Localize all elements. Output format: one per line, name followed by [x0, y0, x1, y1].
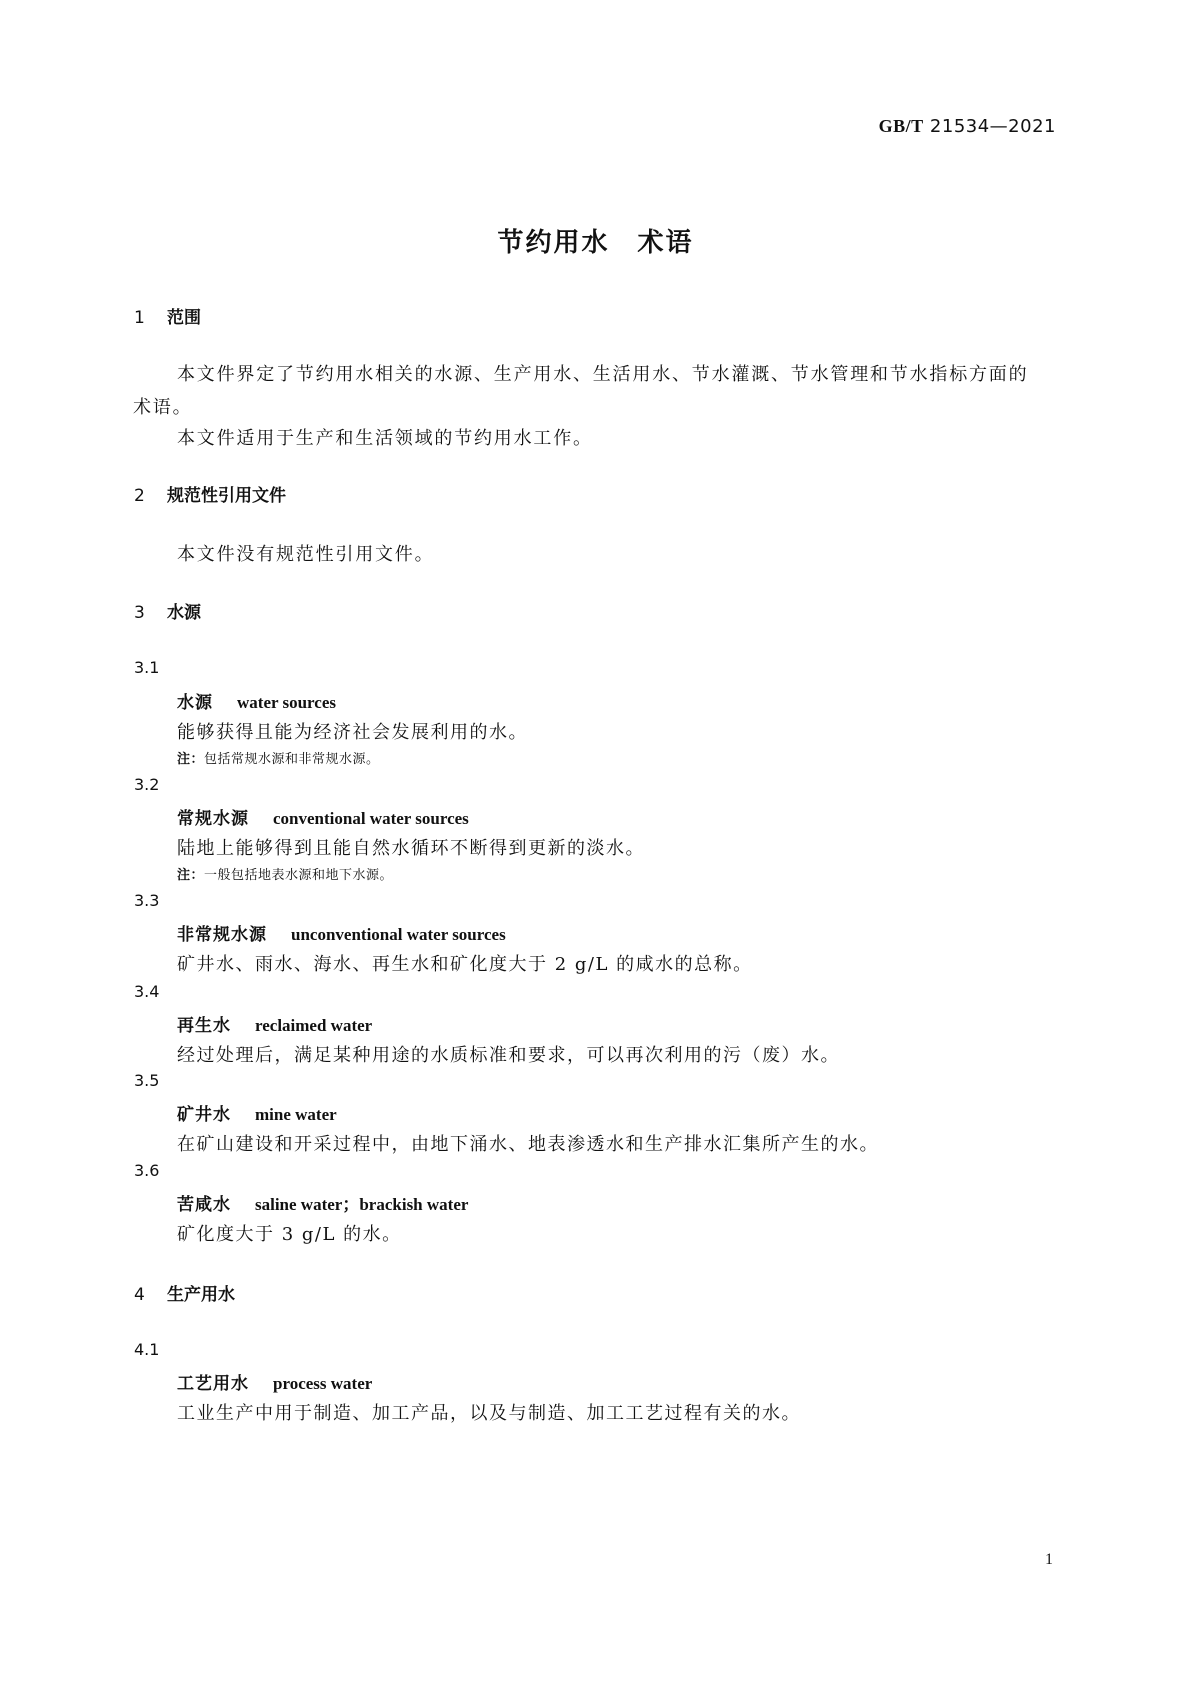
term-heading	[177, 1190, 468, 1215]
page-number: 1	[1045, 1551, 1053, 1568]
term-heading	[177, 688, 336, 713]
term-chinese: 常规水源	[177, 809, 249, 829]
term-heading	[177, 804, 469, 829]
term-definition: 经过处理后，满足某种用途的水质标准和要求，可以再次利用的污（废）水。	[177, 1045, 840, 1066]
term-number: 3.5	[134, 1071, 160, 1090]
term-definition: 工业生产中用于制造、加工产品，以及与制造、加工工艺过程有关的水。	[177, 1403, 801, 1424]
standard-prefix: GB/T	[878, 116, 924, 136]
note-label: 注：	[177, 868, 205, 883]
term-definition: 陆地上能够得到且能自然水循环不断得到更新的淡水。	[177, 838, 645, 859]
section-title: 水源	[167, 603, 201, 623]
term-heading	[177, 1100, 337, 1125]
term-number: 3.4	[134, 982, 160, 1001]
term-english: unconventional water sources	[291, 925, 506, 944]
section-1-paragraph-1-continued: 术语。	[133, 397, 193, 418]
section-number: 4	[134, 1285, 145, 1305]
section-number: 1	[134, 308, 145, 328]
term-note	[177, 864, 393, 883]
section-2-heading	[134, 481, 286, 506]
term-definition: 矿井水、雨水、海水、再生水和矿化度大于 2 g/L 的咸水的总称。	[177, 954, 753, 975]
term-note	[177, 748, 380, 767]
section-1-paragraph-2: 本文件适用于生产和生活领域的节约用水工作。	[177, 428, 593, 449]
section-4-heading	[134, 1280, 235, 1305]
term-definition: 能够获得且能为经济社会发展利用的水。	[177, 722, 528, 743]
term-english: process water	[273, 1374, 373, 1393]
term-chinese: 工艺用水	[177, 1374, 249, 1394]
term-chinese: 矿井水	[177, 1105, 231, 1125]
section-1-heading	[134, 303, 201, 328]
section-number: 3	[134, 603, 145, 623]
section-2-paragraph-1: 本文件没有规范性引用文件。	[177, 544, 435, 565]
term-definition: 在矿山建设和开采过程中，由地下涌水、地表渗透水和生产排水汇集所产生的水。	[177, 1134, 879, 1155]
term-number: 4.1	[134, 1340, 160, 1359]
section-title: 范围	[167, 308, 201, 328]
term-english: saline water；brackish water	[255, 1195, 469, 1214]
term-number: 3.3	[134, 891, 160, 910]
term-definition: 矿化度大于 3 g/L 的水。	[177, 1224, 402, 1245]
term-chinese: 再生水	[177, 1016, 231, 1036]
term-english: water sources	[237, 693, 336, 712]
term-english: reclaimed water	[255, 1016, 373, 1035]
term-chinese: 非常规水源	[177, 925, 267, 945]
section-title: 生产用水	[167, 1285, 235, 1305]
term-number: 3.2	[134, 775, 160, 794]
standard-number: 21534—2021	[929, 116, 1056, 137]
term-number: 3.6	[134, 1161, 160, 1180]
term-chinese: 苦咸水	[177, 1195, 231, 1215]
section-number: 2	[134, 486, 145, 506]
section-1-paragraph-1: 本文件界定了节约用水相关的水源、生产用水、生活用水、节水灌溉、节水管理和节水指标方面的	[177, 364, 1029, 385]
note-text: 包括常规水源和非常规水源。	[204, 752, 380, 767]
term-heading	[177, 920, 506, 945]
section-title: 规范性引用文件	[167, 486, 286, 506]
term-heading	[177, 1369, 372, 1394]
section-3-heading	[134, 598, 201, 623]
term-english: mine water	[255, 1105, 337, 1124]
term-number: 3.1	[134, 658, 160, 677]
term-chinese: 水源	[177, 693, 213, 713]
note-label: 注：	[177, 752, 205, 767]
document-title: 节约用水 术语	[497, 228, 694, 258]
standard-code	[879, 116, 1056, 137]
term-heading	[177, 1011, 372, 1036]
term-english: conventional water sources	[273, 809, 469, 828]
note-text: 一般包括地表水源和地下水源。	[204, 868, 394, 883]
